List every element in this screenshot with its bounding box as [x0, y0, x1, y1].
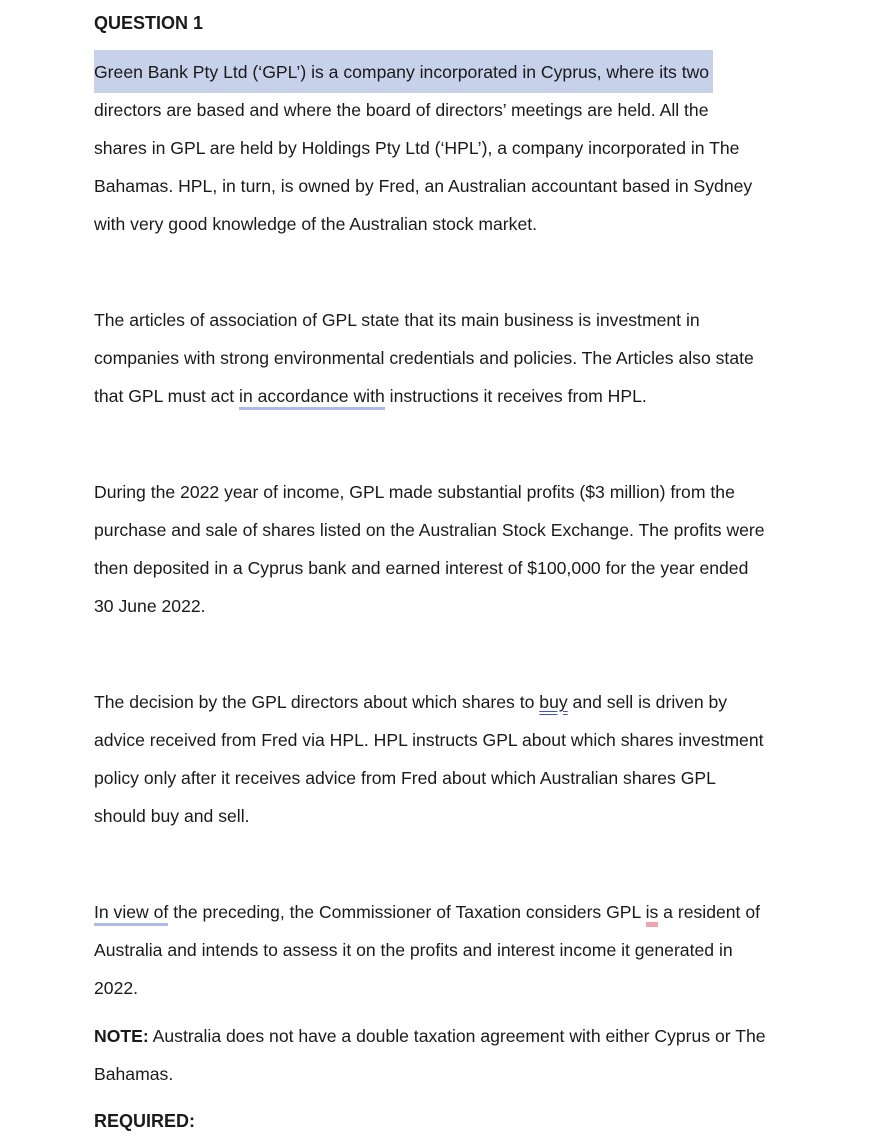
- text-run: a resident of: [658, 902, 760, 922]
- text-run: the preceding, the Commissioner of Taxation considers GPL: [168, 902, 646, 922]
- paragraph-1: [94, 53, 818, 243]
- paragraph-3: [94, 473, 818, 625]
- spelling-suggestion-mark[interactable]: is: [646, 902, 659, 927]
- paragraph-1-line-5: with very good knowledge of the Australian stock market.: [94, 214, 538, 234]
- note-line-2: Bahamas.: [94, 1064, 174, 1084]
- text-run: and sell is driven by: [567, 692, 728, 712]
- paragraph-1-line-2: directors are based and where the board of directors’ meetings are held. All the: [94, 100, 709, 120]
- note-label: NOTE:: [94, 1026, 149, 1046]
- paragraph-4-line-1: [94, 683, 818, 721]
- paragraph-5-line-1: [94, 893, 818, 931]
- selected-text[interactable]: Green Bank Pty Ltd (‘GPL’) is a company incorporated in Cyprus, where its two: [94, 50, 713, 93]
- paragraph-5-line-2: Australia and intends to assess it on the profits and interest income it generated in: [94, 940, 733, 960]
- question-heading: QUESTION 1: [94, 13, 204, 33]
- paragraph-2-line-2: companies with strong environmental credentials and policies. The Articles also state: [94, 348, 754, 368]
- paragraph-4-line-2: advice received from Fred via HPL. HPL instructs GPL about which shares investment: [94, 730, 764, 750]
- paragraph-2: [94, 301, 818, 415]
- paragraph-3-line-3: then deposited in a Cyprus bank and earned interest of $100,000 for the year ended: [94, 558, 749, 578]
- required-heading: REQUIRED:: [94, 1111, 196, 1131]
- text-run: Australia does not have a double taxation agreement with either Cyprus or The: [148, 1026, 766, 1046]
- paragraph-1-line-3: shares in GPL are held by Holdings Pty Ltd (‘HPL’), a company incorporated in The: [94, 138, 740, 158]
- paragraph-4-line-3: policy only after it receives advice from Fred about which Australian shares GPL: [94, 768, 716, 788]
- style-suggestion-mark[interactable]: in accordance with: [239, 386, 385, 410]
- style-suggestion-mark[interactable]: In view of: [94, 902, 168, 926]
- note-line-1: [94, 1017, 818, 1055]
- paragraph-1-line-1: [94, 53, 818, 91]
- paragraph-2-line-1: The articles of association of GPL state that its main business is investment in: [94, 310, 700, 330]
- note-paragraph: [94, 1017, 818, 1093]
- grammar-suggestion-mark[interactable]: buy: [539, 692, 568, 712]
- paragraph-5: [94, 893, 818, 1007]
- text-run: The decision by the GPL directors about which shares to: [94, 692, 540, 712]
- paragraph-4: [94, 683, 818, 835]
- paragraph-1-line-4: Bahamas. HPL, in turn, is owned by Fred, an Australian accountant based in Sydney: [94, 176, 753, 196]
- paragraph-4-line-4: should buy and sell.: [94, 806, 250, 826]
- paragraph-3-line-4: 30 June 2022.: [94, 596, 206, 616]
- paragraph-3-line-1: During the 2022 year of income, GPL made substantial profits ($3 million) from the: [94, 482, 735, 502]
- paragraph-5-line-3: 2022.: [94, 978, 139, 998]
- text-run: instructions it receives from HPL.: [384, 386, 647, 406]
- paragraph-3-line-2: purchase and sale of shares listed on the Australian Stock Exchange. The profits were: [94, 520, 765, 540]
- paragraph-2-line-3: [94, 377, 818, 415]
- text-run: that GPL must act: [94, 386, 240, 406]
